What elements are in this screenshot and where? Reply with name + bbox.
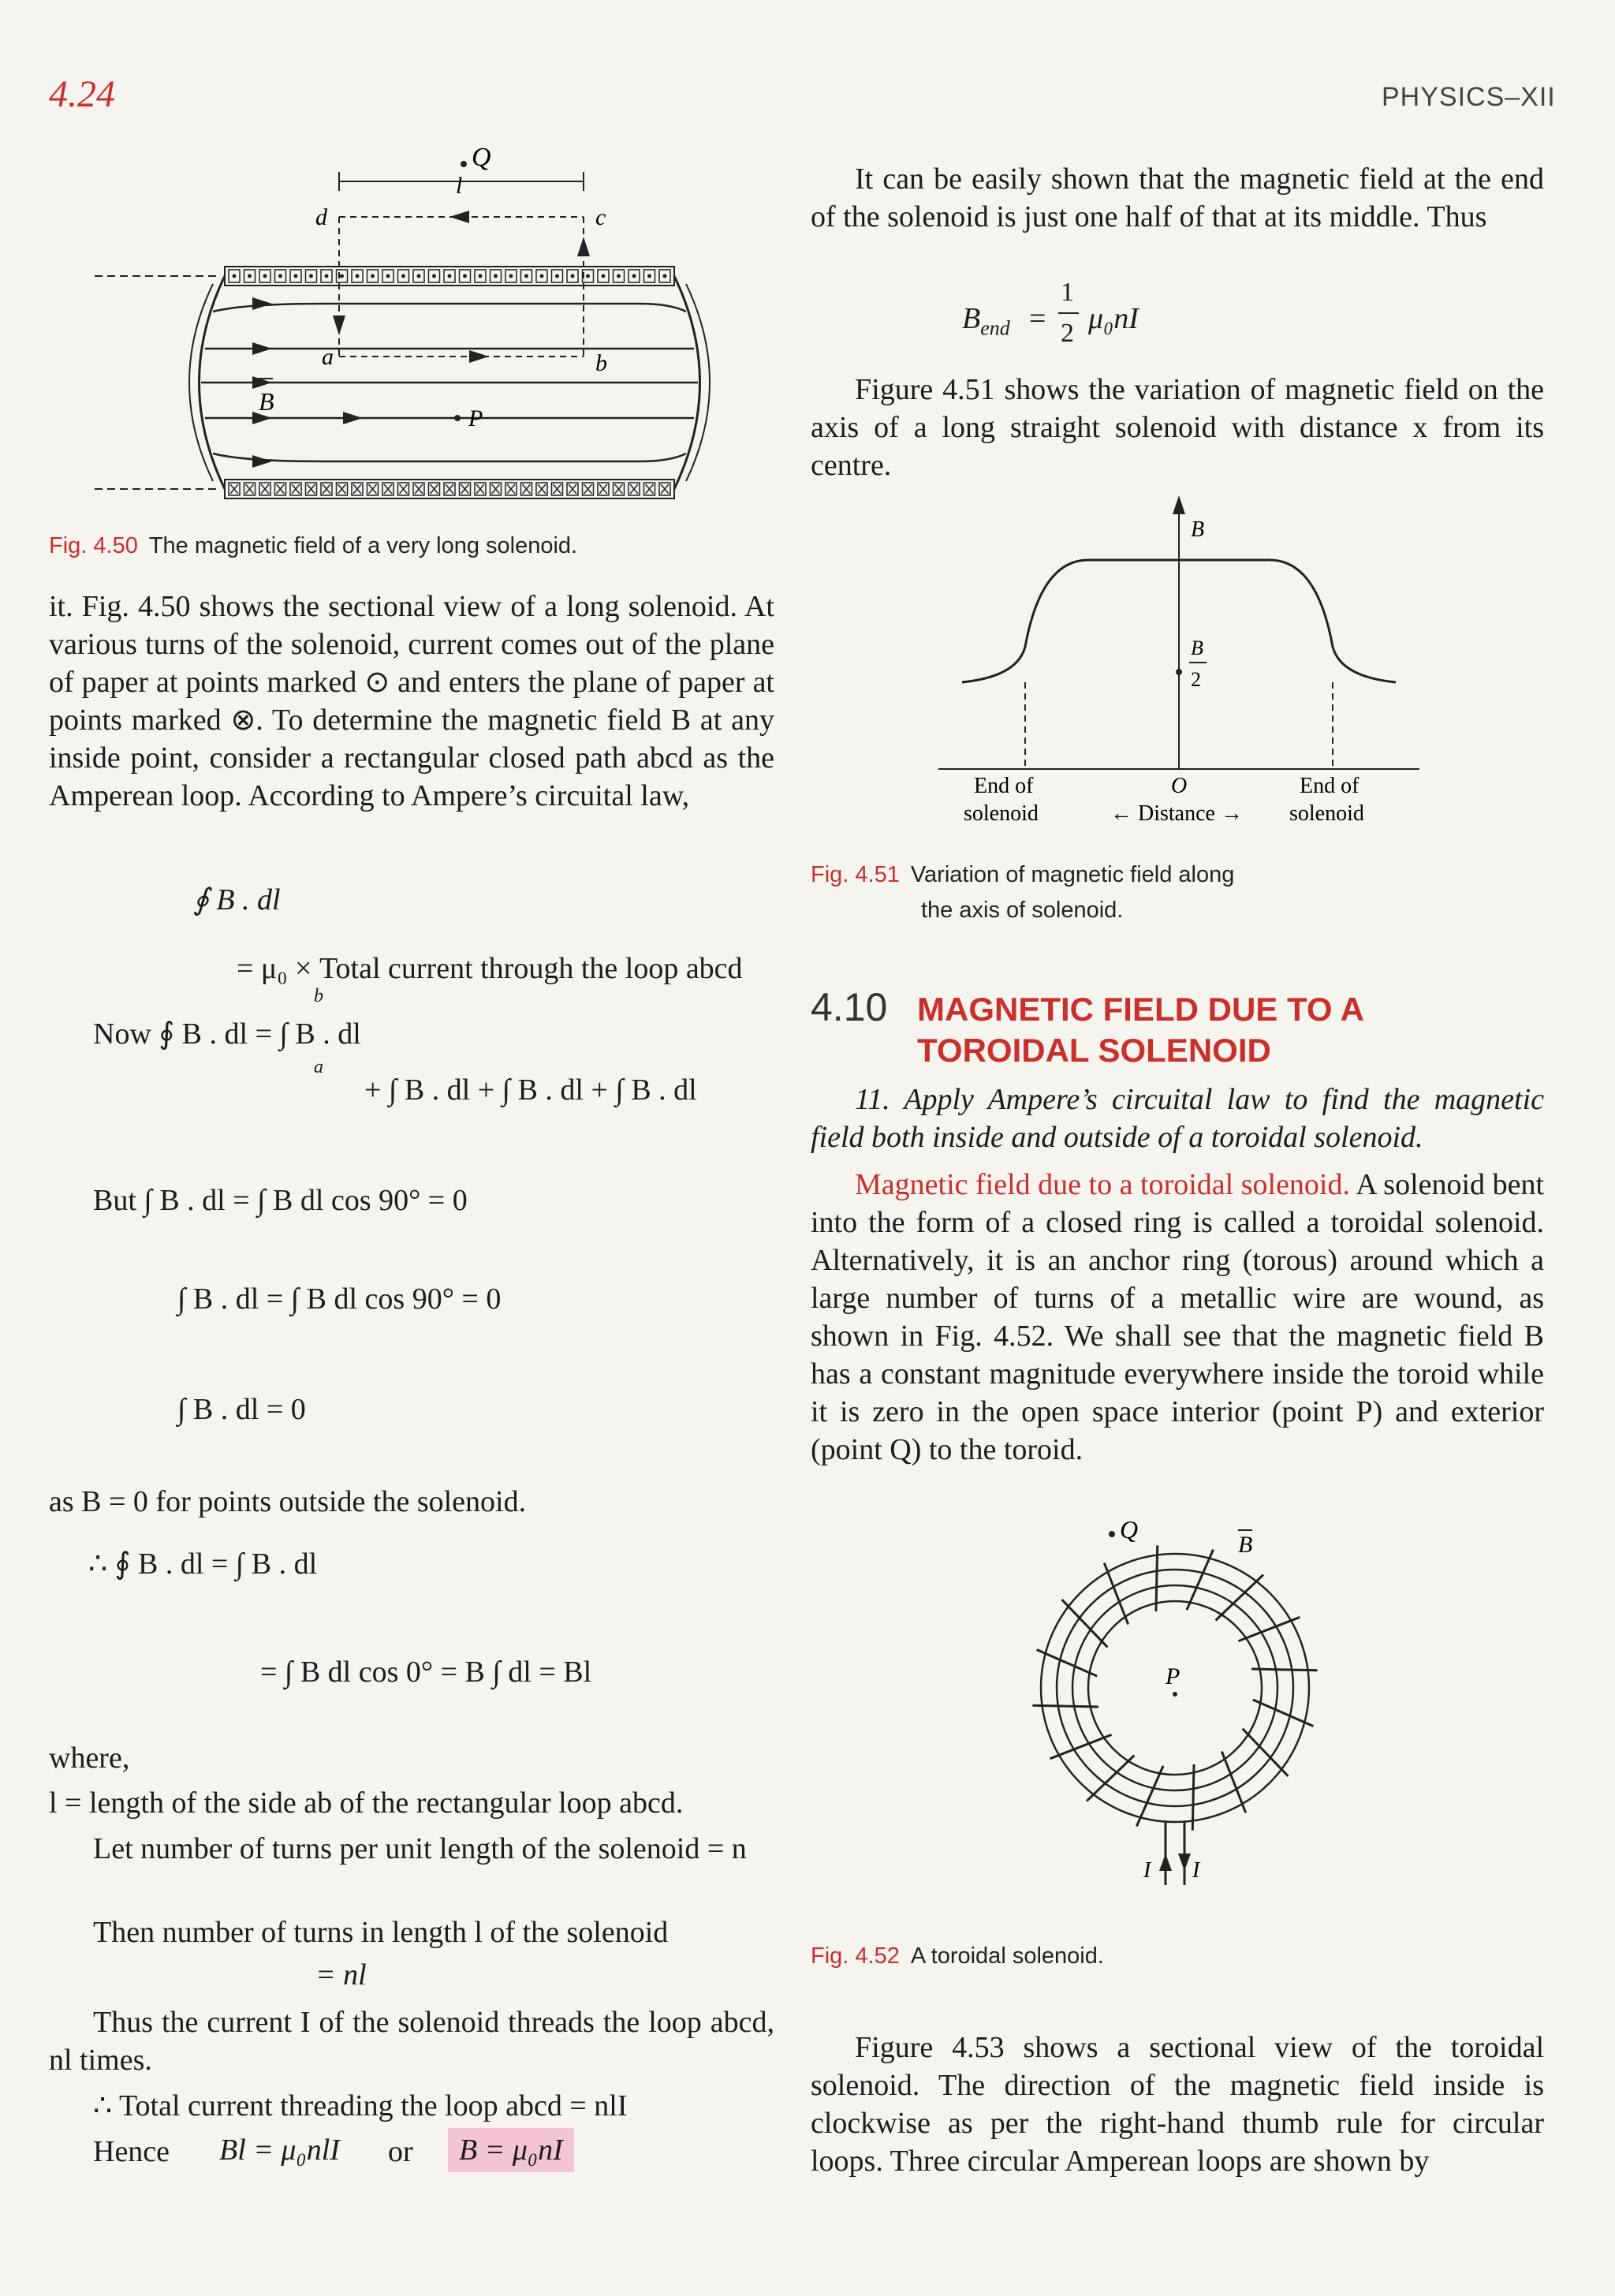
winding-dot bbox=[278, 274, 282, 278]
label-end-left-1: End of bbox=[974, 774, 1034, 798]
fig-4-50-caption-num: Fig. 4.50 bbox=[49, 533, 138, 558]
label-current-out: I bbox=[1192, 1858, 1200, 1883]
as-b-zero-text: as B = 0 for points outside the solenoid. bbox=[49, 1485, 527, 1518]
winding-dots-out-of-page bbox=[229, 270, 670, 282]
winding-dot bbox=[233, 274, 237, 278]
eq-end-lhs: $B_{end}$ bbox=[962, 302, 1010, 340]
winding-dot bbox=[647, 274, 651, 278]
or-label: or bbox=[388, 2135, 413, 2168]
fig-4-51-caption-num: Fig. 4.51 bbox=[811, 862, 900, 887]
winding-crosses-into-page bbox=[229, 483, 670, 495]
loop-arrow-left bbox=[333, 315, 345, 335]
right-para-fig451-intro: Figure 4.51 shows the variation of magnetic field on the axis of a long straight solenoid with distance x from its centre. bbox=[811, 373, 1544, 482]
toroid-turn bbox=[1222, 1751, 1245, 1813]
toroid-turn bbox=[1253, 1700, 1314, 1727]
winding-dot bbox=[325, 274, 329, 278]
label-b-vector: B bbox=[259, 387, 274, 416]
toroid-def-heading: Magnetic field due to a toroidal solenoid. bbox=[855, 1168, 1350, 1201]
eq-end-rhs: μ₀nI bbox=[1088, 302, 1139, 335]
figure-4-51-field-graph bbox=[931, 489, 1435, 836]
label-b-max: B bbox=[1191, 517, 1205, 542]
toroid-turn bbox=[1136, 1766, 1163, 1827]
eq-but-second: ∫ B . dl = ∫ B dl cos 90° = 0 bbox=[177, 1282, 502, 1316]
eq-therefore: ∴ ∮ B . dl = ∫ B . dl bbox=[88, 1547, 318, 1581]
toroid-turn bbox=[1032, 1705, 1098, 1707]
eq-end-denominator: 2 bbox=[1061, 319, 1074, 348]
eq-now-second-line: + ∫ B . dl + ∫ B . dl + ∫ B . dl bbox=[364, 1073, 697, 1107]
label-end-right-2: solenoid bbox=[1289, 801, 1364, 826]
eq-end-fraction-bar bbox=[1058, 312, 1079, 314]
turns-in-length: Then number of turns in length l of the solenoid bbox=[93, 1916, 669, 1949]
eq-nl: = nl bbox=[315, 1958, 367, 1992]
label-p: P bbox=[468, 405, 483, 431]
winding-dot bbox=[494, 274, 498, 278]
eq-loop-rhs: = μ₀ × Total current through the loop abcd bbox=[237, 952, 743, 985]
loop-arrow-right bbox=[577, 237, 590, 256]
toroid-turn bbox=[1156, 1545, 1158, 1611]
label-b-half-num: B bbox=[1191, 637, 1203, 659]
toroid-turn bbox=[1037, 1649, 1098, 1676]
winding-dot bbox=[371, 274, 375, 278]
fig-4-51-caption-line2: the axis of solenoid. bbox=[921, 898, 1124, 923]
toroid-turn bbox=[1238, 1617, 1300, 1641]
fig-4-51-caption-line1 bbox=[811, 862, 1234, 888]
label-q: Q bbox=[472, 143, 491, 172]
label-end-right-1: End of bbox=[1300, 774, 1360, 798]
label-b-vector: B bbox=[1238, 1532, 1253, 1558]
winding-dot bbox=[294, 274, 298, 278]
label-l: l bbox=[456, 173, 463, 199]
label-c: c bbox=[595, 204, 606, 230]
field-line-5 bbox=[213, 454, 686, 461]
field-line-1 bbox=[213, 304, 686, 312]
winding-dot bbox=[663, 274, 667, 278]
right-para-end-field: It can be easily shown that the magnetic field at the end of the solenoid is just one half of that at its middle. Thus bbox=[811, 162, 1544, 233]
hence-label: Hence bbox=[93, 2135, 170, 2168]
winding-dot bbox=[401, 274, 405, 278]
label-origin: O bbox=[1171, 774, 1188, 798]
winding-dot bbox=[248, 274, 252, 278]
winding-dot bbox=[309, 274, 313, 278]
figure-4-52-toroid bbox=[1009, 1506, 1341, 1917]
eq-end-numerator: 1 bbox=[1061, 278, 1074, 307]
fig-4-52-caption-num: Fig. 4.52 bbox=[811, 1943, 900, 1969]
field-arrow-2 bbox=[252, 342, 272, 355]
eq-end-equals: = bbox=[1029, 302, 1046, 335]
winding-dot bbox=[540, 274, 544, 278]
section-title: MAGNETIC FIELD DUE TO A TOROIDAL SOLENOID bbox=[917, 991, 1364, 1069]
question-11: 11. Apply Ampere’s circuital law to find the magnetic field both inside and outside of a toroidal solenoid. bbox=[811, 1083, 1544, 1154]
total-current-text: ∴ Total current threading the loop abcd = nlI bbox=[93, 2089, 628, 2122]
toroid-turn bbox=[1192, 1764, 1194, 1831]
field-arrow-1 bbox=[252, 297, 272, 310]
toroid-definition bbox=[811, 1166, 1544, 1469]
point-q bbox=[461, 161, 467, 167]
label-d: d bbox=[315, 204, 327, 230]
field-arrow-6 bbox=[343, 412, 363, 424]
winding-dot bbox=[448, 274, 452, 278]
fig-4-52-caption bbox=[811, 1943, 1104, 1969]
label-q: Q bbox=[1120, 1515, 1139, 1544]
winding-dot bbox=[586, 274, 590, 278]
eq-but-first: But ∫ B . dl = ∫ B dl cos 90° = 0 bbox=[93, 1184, 468, 1217]
fig-4-52-caption-text: A toroidal solenoid. bbox=[910, 1943, 1104, 1969]
winding-dot bbox=[524, 274, 528, 278]
eq-final-highlight: B = μ₀nI bbox=[448, 2128, 574, 2172]
winding-dot bbox=[617, 274, 621, 278]
fig-4-51-caption-text: Variation of magnetic field along bbox=[910, 862, 1235, 887]
winding-dot bbox=[432, 274, 436, 278]
label-p: P bbox=[1166, 1663, 1180, 1689]
winding-dot bbox=[263, 274, 267, 278]
toroid-def-text: A solenoid bent into the form of a closed ring is called a toroidal solenoid. Alternatively, it is an anchor ring (torous) around which a large number of turns of a metallic wire are wound, as shown in Fig. 4.52. We shall see that the magnetic field B has a constant magnitude everywhere inside the toroid while it is zero in the open space interior (point P) and exterior (point Q) to the toroid. bbox=[811, 1168, 1544, 1466]
winding-dot bbox=[463, 274, 467, 278]
eq-result: = ∫ B dl cos 0° = B ∫ dl = Bl bbox=[260, 1656, 592, 1689]
loop-arrow-top bbox=[449, 211, 469, 223]
toroid-turn bbox=[1104, 1563, 1128, 1625]
fig-4-50-caption bbox=[49, 533, 577, 559]
winding-dot bbox=[602, 274, 606, 278]
fig-4-50-caption-text: The magnetic field of a very long solenoid. bbox=[148, 533, 578, 558]
section-number: 4.10 bbox=[811, 985, 888, 1029]
page-number: 4.24 bbox=[49, 73, 115, 115]
eq-but-third: ∫ B . dl = 0 bbox=[177, 1393, 306, 1426]
toroid-turn bbox=[1050, 1734, 1112, 1758]
figure-4-50-solenoid bbox=[87, 142, 733, 521]
label-current-in: I bbox=[1143, 1858, 1151, 1883]
winding-dot bbox=[632, 274, 636, 278]
label-distance: ← Distance → bbox=[1110, 801, 1243, 826]
running-head: PHYSICS–XII bbox=[1382, 82, 1556, 112]
winding-dot bbox=[509, 274, 513, 278]
eq-now-limit-a: a bbox=[314, 1057, 323, 1077]
toroid-turn bbox=[1187, 1550, 1214, 1611]
winding-dot bbox=[417, 274, 421, 278]
field-arrow-5 bbox=[252, 455, 272, 468]
winding-dot bbox=[386, 274, 390, 278]
current-threads-text: Thus the current I of the solenoid threads the loop abcd, nl times. bbox=[49, 2006, 774, 2077]
winding-dot bbox=[340, 274, 344, 278]
label-a: a bbox=[322, 344, 334, 370]
label-end-left-2: solenoid bbox=[964, 801, 1039, 826]
right-para-fig453: Figure 4.53 shows a sectional view of the toroidal solenoid. The direction of the magnetic field inside is clockwise as per the right-hand thumb rule for circular loops. Three circular Amperean loops are shown by bbox=[811, 2031, 1544, 2178]
winding-dot bbox=[479, 274, 483, 278]
loop-arrow-bottom bbox=[469, 350, 489, 363]
turns-definition: Let number of turns per unit length of the solenoid = n bbox=[93, 1832, 747, 1865]
label-b: b bbox=[595, 350, 607, 376]
winding-dot bbox=[571, 274, 575, 278]
l-definition: l = length of the side ab of the rectangular loop abcd. bbox=[49, 1786, 684, 1820]
eq-now: Now ∮ B . dl = ∫ B . dl bbox=[93, 1017, 361, 1051]
winding-dot bbox=[356, 274, 360, 278]
eq-now-limit-b: b bbox=[314, 986, 323, 1006]
left-para-ampere-intro: it. Fig. 4.50 shows the sectional view of a long solenoid. At various turns of the solenoid, current comes out of the plane of paper at points marked ⊙ and enters the plane of paper at points marked ⊗. To determine the magnetic field B at any inside point, consider a rectangular closed path abcd as the Amperean loop. According to Ampere’s circuital law, bbox=[49, 590, 774, 812]
label-b-half-den: 2 bbox=[1191, 668, 1201, 691]
toroid-turn bbox=[1251, 1669, 1318, 1671]
winding-dot bbox=[555, 274, 559, 278]
eq-hence: Bl = μ₀nlI bbox=[219, 2134, 340, 2167]
where-label: where, bbox=[49, 1742, 130, 1775]
eq-loop-lhs: ∮ B . dl bbox=[193, 883, 281, 917]
point-p bbox=[454, 415, 461, 421]
